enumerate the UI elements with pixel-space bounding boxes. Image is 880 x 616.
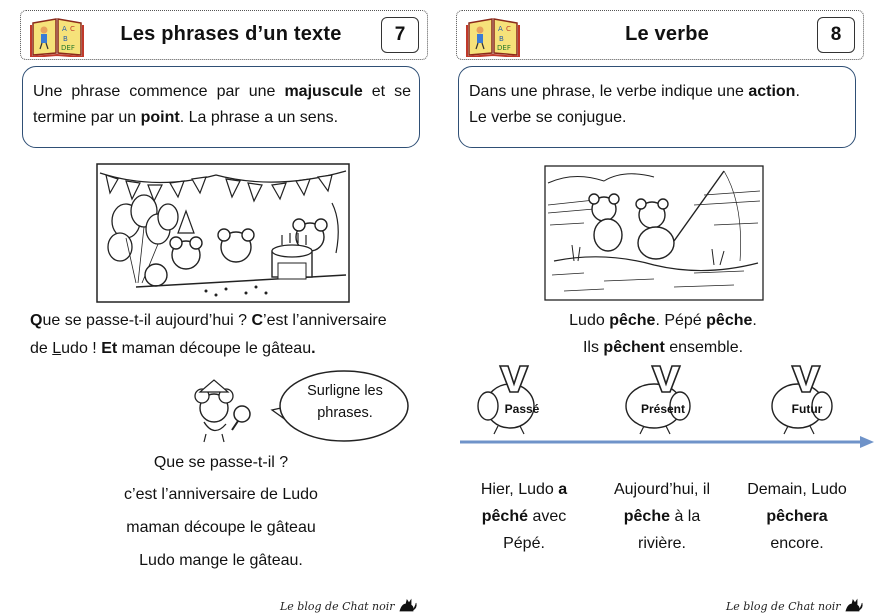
definition-keyword: point — [140, 109, 180, 126]
definition-keyword: action — [748, 83, 796, 100]
example-text: udo ! — [61, 340, 102, 357]
timeline-arrow — [460, 434, 876, 450]
example-text: Ludo — [569, 312, 610, 329]
svg-text:DEF: DEF — [497, 44, 511, 52]
definition-text: Une phrase commence par une — [33, 83, 285, 100]
future-column — [729, 476, 865, 557]
exercise-sentence[interactable]: maman découpe le gâteau — [126, 519, 316, 536]
present-column — [594, 476, 730, 557]
black-cat-icon — [844, 598, 864, 612]
svg-text:C: C — [70, 25, 75, 33]
example-text: Ils — [582, 339, 604, 356]
definition-keyword: majuscule — [284, 83, 363, 100]
blog-signature — [726, 598, 864, 613]
signature-text: Le blog de Chat noir — [280, 600, 395, 613]
open-book-icon — [29, 15, 85, 57]
verb: pêche — [623, 508, 670, 525]
instruction-area — [186, 368, 416, 444]
definition-box — [458, 66, 856, 148]
definition-line2: Le verbe se conjugue. — [469, 109, 627, 126]
example-text: de — [30, 340, 53, 357]
past-column — [456, 476, 592, 557]
definition-line1 — [469, 79, 847, 105]
capital-letter: Et — [101, 340, 118, 357]
tense-label-future: Futur — [791, 402, 823, 416]
svg-text:A: A — [498, 25, 503, 33]
example-text: . — [752, 312, 757, 329]
column-text: Hier, Ludo — [480, 481, 559, 498]
example-sentence-line1 — [30, 306, 430, 335]
example-text: . Pépé — [655, 312, 707, 329]
example-text: ’est l’anniversaire — [263, 312, 387, 329]
column-line: Aujourd’hui, il — [613, 481, 711, 498]
verb-mascots-drawing — [448, 360, 878, 440]
definition-text: et se termine par un — [33, 83, 411, 126]
verb: pêche — [609, 312, 656, 329]
speech-bubble-text — [292, 380, 398, 424]
example-sentence-line2 — [30, 334, 430, 363]
signature-text: Le blog de Chat noir — [726, 600, 841, 613]
column-line — [729, 503, 865, 530]
birthday-party-drawing — [96, 163, 350, 303]
svg-text:A: A — [62, 25, 67, 33]
svg-text:B: B — [499, 35, 504, 43]
title-bar — [456, 10, 864, 60]
verb: pêchent — [603, 339, 665, 356]
verb: pêché — [481, 508, 528, 525]
exercise-sentence[interactable]: Que se passe-t-il ? — [153, 454, 289, 471]
column-text: avec — [528, 508, 567, 525]
tense-mascots — [448, 360, 878, 440]
page-title: Le verbe — [625, 23, 709, 45]
example-sentence-line1 — [448, 306, 878, 335]
black-cat-icon — [398, 598, 418, 612]
card-number: 7 — [381, 17, 419, 53]
verb: pêche — [706, 312, 753, 329]
open-book-icon — [465, 15, 521, 57]
definition-text: . La phrase a un sens. — [179, 109, 339, 126]
card-number: 8 — [817, 17, 855, 53]
final-point: . — [311, 340, 316, 357]
column-line: Pépé. — [503, 535, 545, 552]
example-sentence-line2 — [448, 333, 878, 362]
column-line: Demain, Ludo — [747, 481, 847, 498]
column-line — [594, 503, 730, 530]
verb: pêchera — [766, 508, 828, 525]
example-text: ensemble. — [664, 339, 744, 356]
definition-box — [22, 66, 420, 148]
capital-letter: Q — [30, 312, 43, 329]
svg-text:C: C — [506, 25, 511, 33]
svg-text:B: B — [63, 35, 68, 43]
party-illustration — [96, 163, 350, 303]
tense-label-present: Présent — [640, 402, 686, 416]
tense-label-past: Passé — [504, 402, 540, 416]
column-line: rivière. — [637, 535, 686, 552]
blog-signature — [280, 598, 418, 613]
column-text: à la — [670, 508, 701, 525]
card-verbe — [448, 0, 878, 616]
fishing-drawing — [544, 165, 764, 301]
example-text: maman découpe le gâteau — [117, 340, 312, 357]
column-line — [456, 476, 592, 503]
verb: a — [558, 481, 568, 498]
svg-text:DEF: DEF — [61, 44, 75, 52]
exercise-list — [12, 454, 430, 584]
capital-letter: C — [251, 312, 264, 329]
exercise-sentence[interactable]: c’est l’anniversaire de Ludo — [124, 486, 318, 503]
example-text: ue se passe-t-il aujourd’hui ? — [42, 312, 252, 329]
column-line — [456, 503, 592, 530]
capital-letter: L — [52, 340, 62, 357]
fishing-illustration — [544, 165, 764, 301]
page-title: Les phrases d’un texte — [120, 23, 342, 45]
definition-text: . — [795, 83, 800, 100]
definition-text: Dans une phrase, le verbe indique une — [469, 83, 749, 100]
bubble-line: phrases. — [317, 405, 373, 421]
title-bar — [20, 10, 428, 60]
card-phrases — [12, 0, 442, 616]
exercise-sentence[interactable]: Ludo mange le gâteau. — [139, 552, 303, 569]
bubble-line: Surligne les — [307, 383, 383, 399]
column-line: encore. — [770, 535, 824, 552]
